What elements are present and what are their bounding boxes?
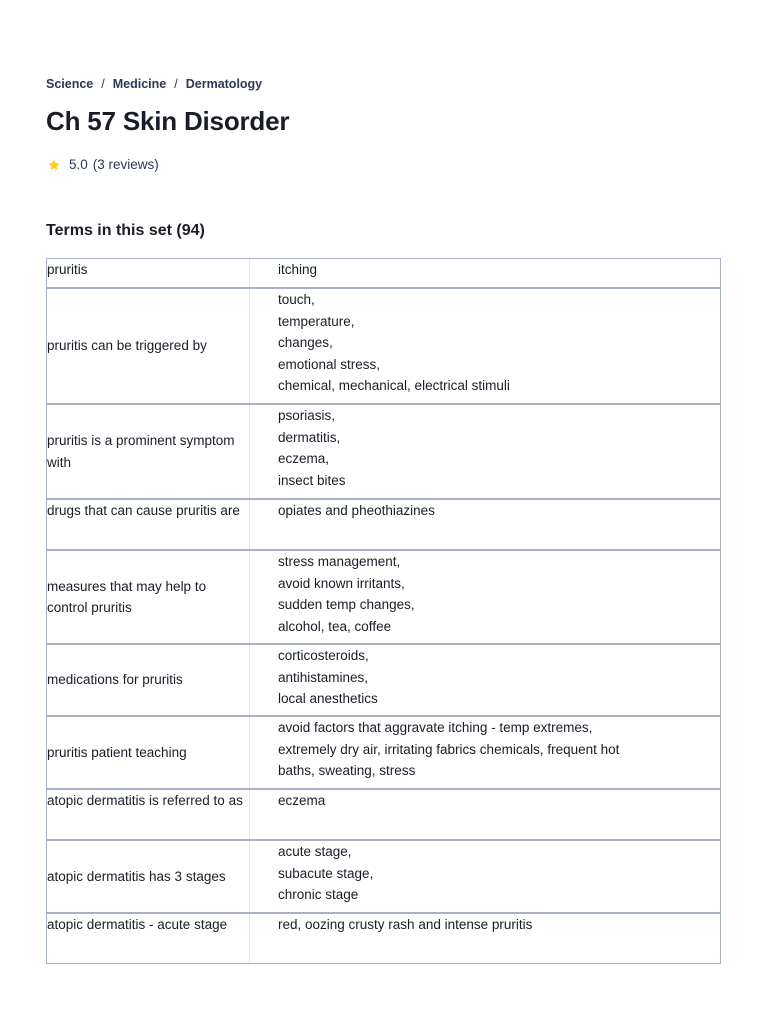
rating-score: 5.0 [69,157,88,172]
term-text: drugs that can cause pruritis are [47,500,250,549]
term-row [46,258,721,288]
breadcrumb-separator: / [101,77,105,91]
term-text: atopic dermatitis is referred to as [47,790,250,839]
term-text: measures that may help to control pruritis [47,551,250,643]
term-row [46,839,721,913]
term-text: atopic dermatitis - acute stage [47,914,250,963]
term-row [46,287,721,404]
definition-text: acute stage, subacute stage, chronic stage [278,844,374,902]
star-icon [47,158,61,172]
definition-text: touch, temperature, changes, emotional stress, chemical, mechanical, electrical stimuli [278,292,510,393]
terms-table [46,258,721,964]
term-row [46,788,721,840]
definition-text: corticosteroids, antihistamines, local anesthetics [278,648,378,706]
term-row [46,549,721,644]
breadcrumb-link-medicine[interactable]: Medicine [112,77,167,91]
definition-text: red, oozing crusty rash and intense pruritis [278,917,533,932]
term-text: pruritis is a prominent symptom with [47,405,250,498]
term-row [46,403,721,499]
definition-text: opiates and pheothiazines [278,503,435,518]
term-row [46,498,721,550]
breadcrumb-separator: / [174,77,178,91]
rating-reviews-count: (3 reviews) [92,157,159,172]
definition-text: psoriasis, dermatitis, eczema, insect bites [278,408,346,488]
term-text: pruritis [47,259,250,287]
definition-text: itching [278,262,318,277]
rating[interactable] [47,157,159,172]
breadcrumb [46,77,262,91]
term-text: pruritis patient teaching [47,717,250,788]
breadcrumb-link-science[interactable]: Science [46,77,94,91]
term-text: medications for pruritis [47,645,250,715]
term-row [46,912,721,964]
term-row [46,715,721,789]
definition-text: stress management, avoid known irritants, sudden temp changes, alcohol, tea, coffee [278,554,415,634]
terms-heading: Terms in this set (94) [46,222,205,239]
definition-text: avoid factors that aggravate itching - temp extremes, extremely dry air, irritating fabrics chemicals, frequent hot baths, sweating, stress [278,720,620,778]
term-text: pruritis can be triggered by [47,289,250,403]
term-row [46,643,721,716]
breadcrumb-link-dermatology[interactable]: Dermatology [185,77,263,91]
term-text: atopic dermatitis has 3 stages [47,841,250,912]
page-title: Ch 57 Skin Disorder [46,106,290,136]
definition-text: eczema [278,793,326,808]
